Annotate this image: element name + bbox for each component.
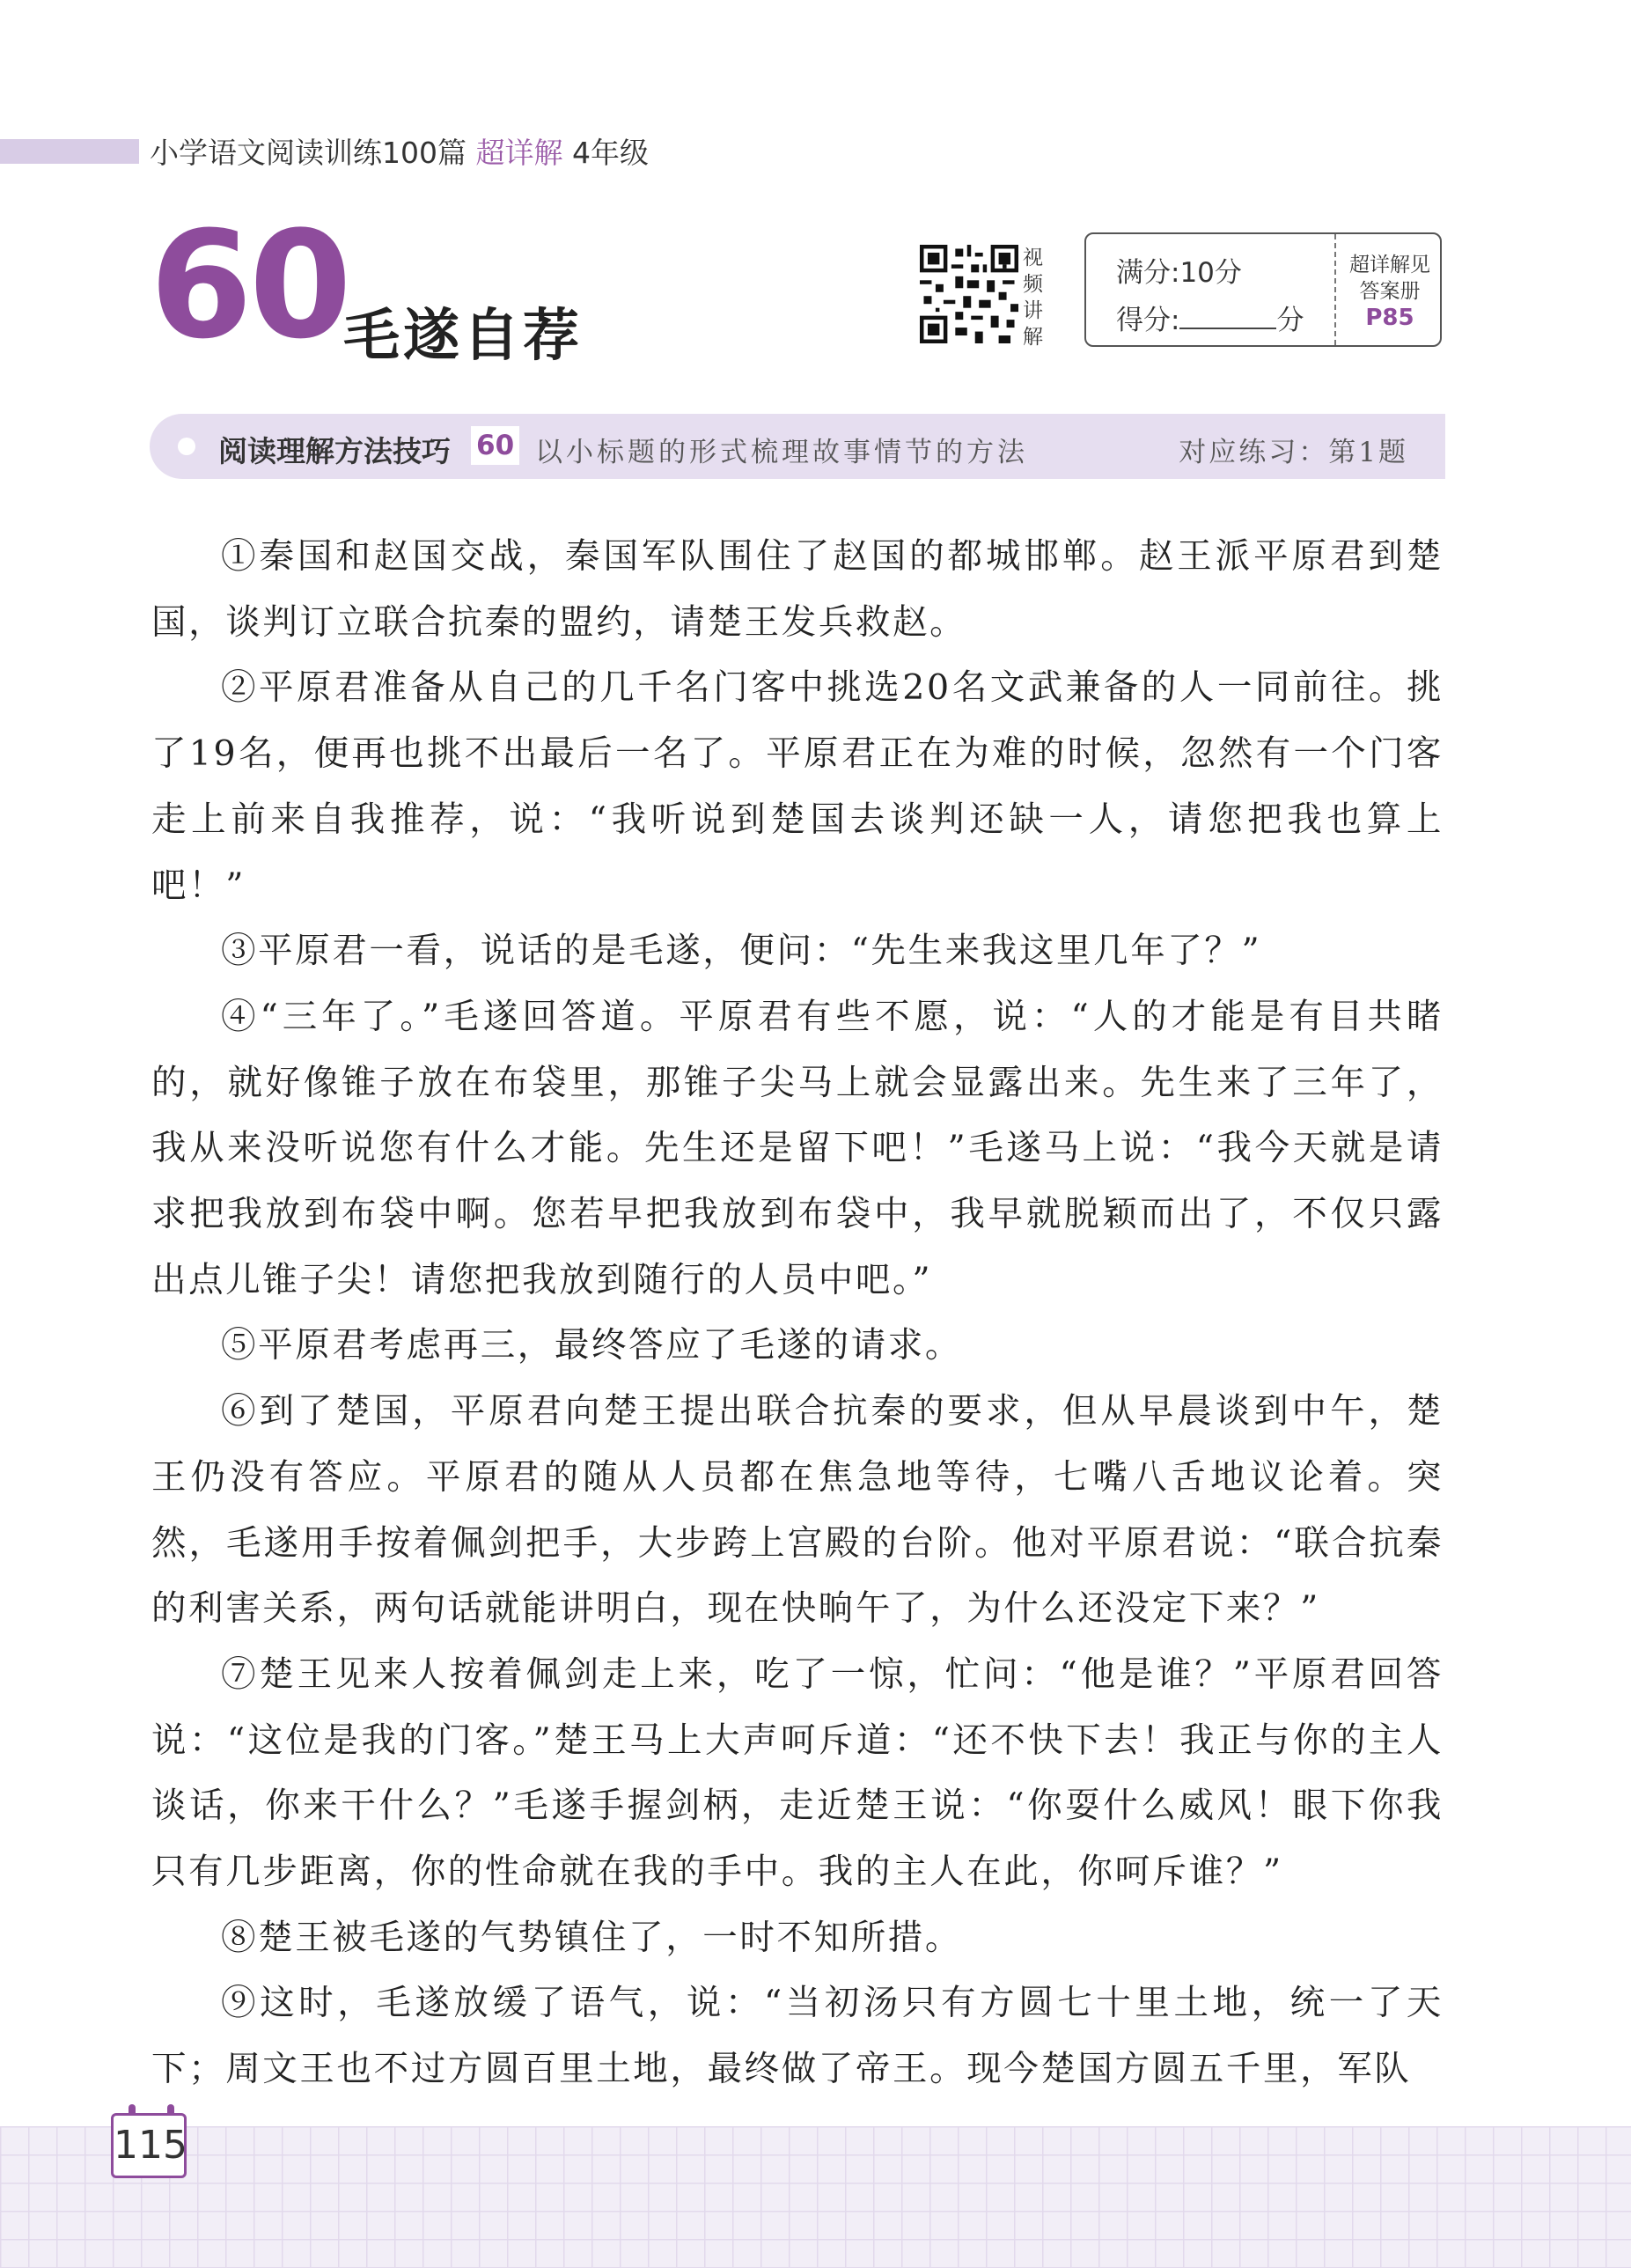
method-description: 以小标题的形式梳理故事情节的方法 [535, 437, 1028, 468]
page-number: 115 [111, 2113, 187, 2178]
method-label: 阅读理解方法技巧 [218, 434, 451, 468]
footer-grid [0, 2126, 1631, 2268]
paragraph: ④“三年了。”毛遂回答道。平原君有些不愿，说：“人的才能是有目共睹的，就好像锥子放在布袋里，那锥子尖马上就会显露出来。先生来了三年了，我从来没听说您有什么才能。先生还是留下吧！”毛遂马上说：“我今天就是请求把我放到布袋中啊。您若早把我放到布袋中，我早就脱颖而出了，不仅只露出点儿锥子尖！请您把我放到随行的人员中吧。” [151, 996, 1444, 1300]
answer-reference: 超详解见 答案册 P85 [1341, 252, 1438, 331]
paragraph: ⑨这时，毛遂放缓了语气，说：“当初汤只有方圆七十里土地，统一了天下；周文王也不过方圆百里土地，最终做了帝王。现今楚国方圆五千里，军队 [151, 1983, 1444, 2090]
paragraph: ③平原君一看，说话的是毛遂，便问：“先生来我这里几年了？” [221, 931, 1262, 972]
series-highlight: 超详解 [475, 136, 563, 170]
series-title: 小学语文阅读训练100篇 [150, 136, 467, 170]
qr-code-icon[interactable] [920, 245, 1018, 343]
score-blank[interactable] [1179, 305, 1276, 329]
book-series-header [150, 130, 649, 172]
qr-caption: 视 频 讲 解 [1023, 247, 1043, 349]
score-box [1084, 232, 1442, 347]
score-divider [1334, 234, 1336, 345]
practice-reference: 对应练习：第1题 [1179, 437, 1408, 468]
bullet-dot-icon [178, 438, 195, 455]
paragraph: ⑥到了楚国，平原君向楚王提出联合抗秦的要求，但从早晨谈到中午，楚王仍没有答应。平原君的随从人员都在焦急地等待，七嘴八舌地议论着。突然，毛遂用手按着佩剑把手，大步跨上宫殿的台阶。他对平原君说：“联合抗秦的利害关系，两句话就能讲明白，现在快晌午了，为什么还没定下来？” [151, 1391, 1444, 1630]
answer-page-ref: P85 [1365, 305, 1414, 331]
full-score: 满分:10分 [1116, 257, 1242, 289]
paragraph: ⑤平原君考虑再三，最终答应了毛遂的请求。 [221, 1325, 962, 1366]
paragraph: ①秦国和赵国交战，秦国军队围住了赵国的都城邯郸。赵王派平原君到楚国，谈判订立联合抗秦的盟约，请楚王发兵救赵。 [151, 536, 1444, 643]
paragraph: ⑧楚王被毛遂的气势镇住了，一时不知所措。 [221, 1917, 962, 1958]
method-number: 60 [471, 426, 519, 465]
grade-label: 4年级 [572, 136, 649, 170]
header-accent-bar [0, 139, 139, 164]
score-field: 得分: 分 [1116, 305, 1304, 336]
paragraph: ⑦楚王见来人按着佩剑走上来，吃了一惊，忙问：“他是谁？”平原君回答说：“这位是我的门客。”楚王马上大声呵斥道：“还不快下去！我正与你的主人谈话，你来干什么？”毛遂手握剑柄，走近楚王说：“你耍什么威风！眼下你我只有几步距离，你的性命就在我的手中。我的主人在此，你呵斥谁？” [151, 1653, 1444, 1893]
method-banner [150, 414, 1445, 479]
article-body [151, 524, 1444, 2102]
lesson-number: 60 [150, 199, 349, 372]
lesson-title: 毛遂自荐 [343, 304, 583, 369]
paragraph: ②平原君准备从自己的几千名门客中挑选20名文武兼备的人一同前往。挑了19名，便再也挑不出最后一名了。平原君正在为难的时候，忽然有一个门客走上前来自我推荐，说：“我听说到楚国去谈判还缺一人，请您把我也算上吧！” [151, 667, 1444, 906]
